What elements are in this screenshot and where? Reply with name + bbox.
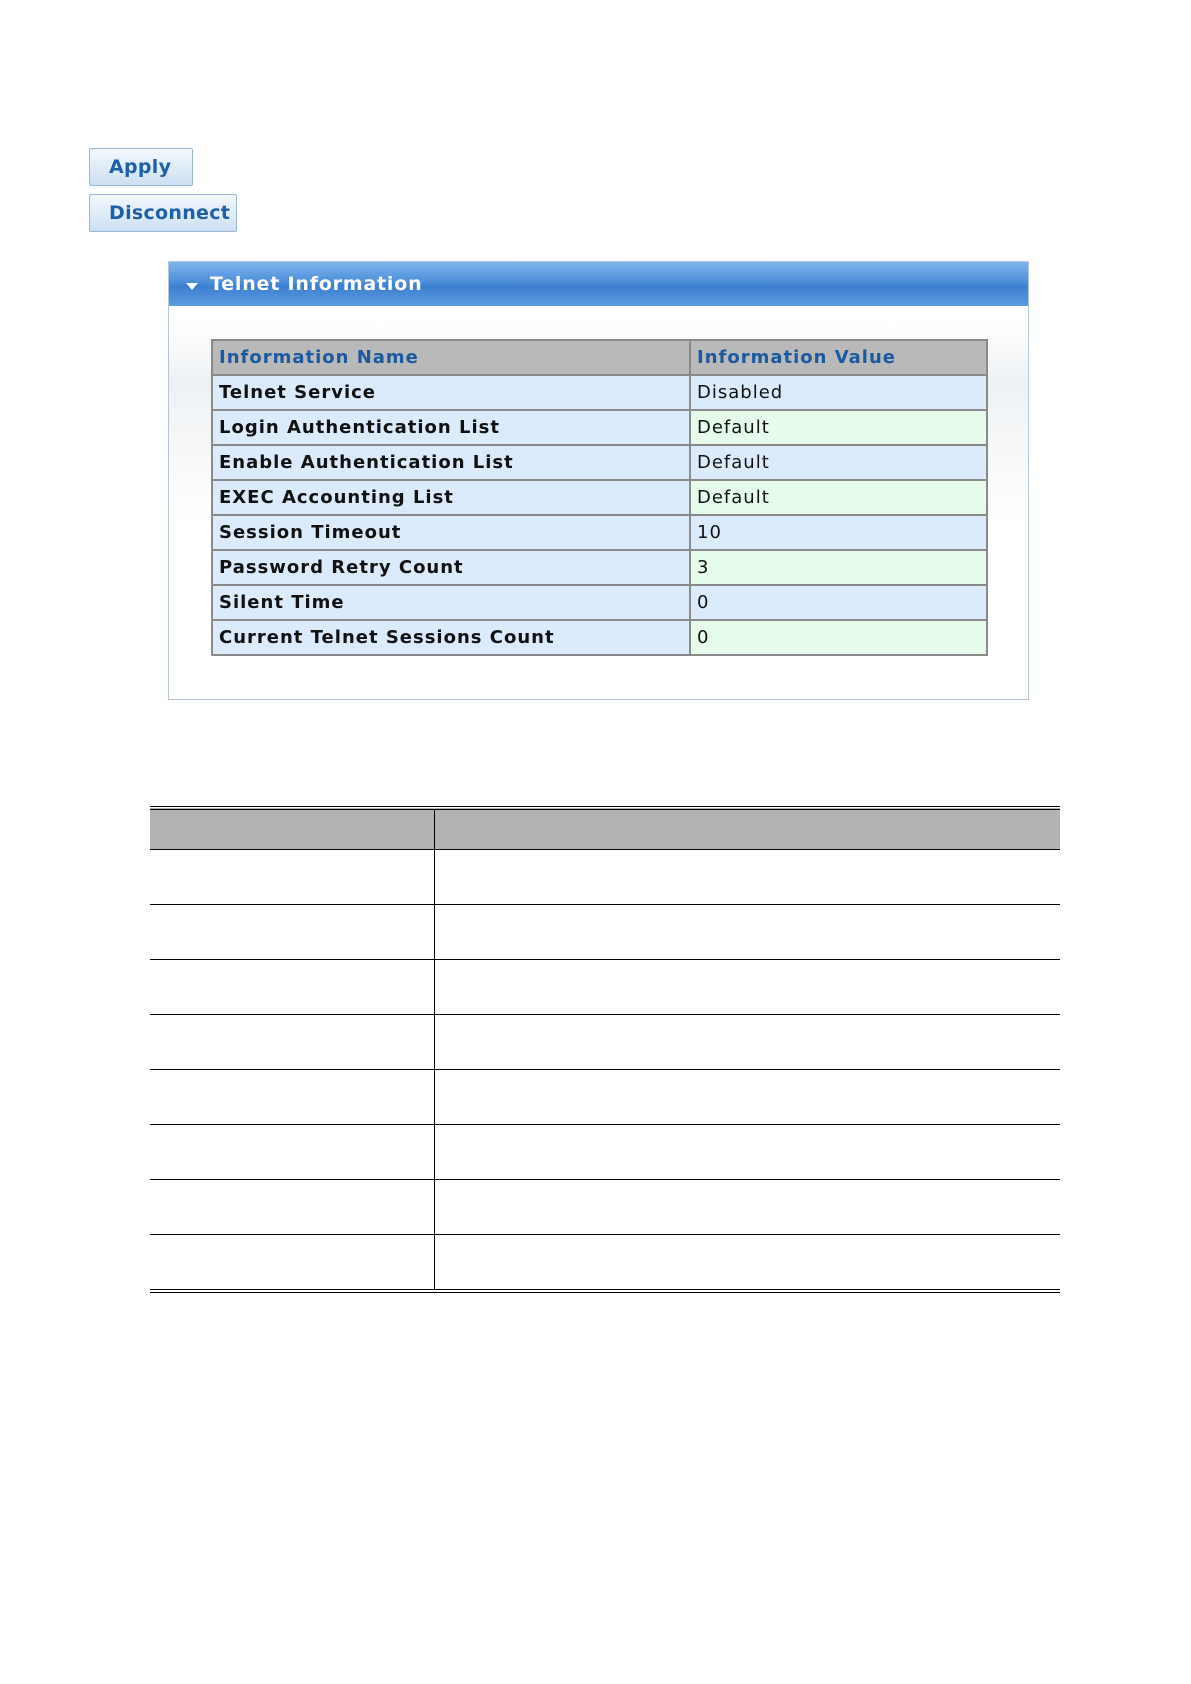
description-cell xyxy=(435,960,1061,1015)
row-value: Default xyxy=(690,410,987,445)
description-cell xyxy=(435,1180,1061,1235)
table-row xyxy=(150,1015,1060,1070)
table-row xyxy=(212,375,987,410)
description-cell xyxy=(150,905,435,960)
row-value: 0 xyxy=(690,585,987,620)
row-name: EXEC Accounting List xyxy=(212,480,690,515)
disconnect-button[interactable]: Disconnect xyxy=(89,194,237,232)
telnet-information-panel xyxy=(168,261,1029,700)
table-row xyxy=(212,410,987,445)
table-row xyxy=(212,445,987,480)
panel-title: Telnet Information xyxy=(210,273,423,295)
row-name: Current Telnet Sessions Count xyxy=(212,620,690,655)
description-cell xyxy=(150,1015,435,1070)
row-name: Enable Authentication List xyxy=(212,445,690,480)
description-cell xyxy=(435,1235,1061,1292)
row-value: 10 xyxy=(690,515,987,550)
description-cell xyxy=(435,850,1061,905)
row-value: 3 xyxy=(690,550,987,585)
description-cell xyxy=(435,905,1061,960)
description-cell xyxy=(435,1070,1061,1125)
row-value: 0 xyxy=(690,620,987,655)
table-row xyxy=(150,905,1060,960)
panel-header[interactable] xyxy=(169,262,1028,306)
row-value: Default xyxy=(690,445,987,480)
description-cell xyxy=(150,1125,435,1180)
description-header-cell xyxy=(150,808,435,850)
description-cell xyxy=(435,1125,1061,1180)
column-header-information-value: Information Value xyxy=(690,340,987,375)
description-header-cell xyxy=(435,808,1061,850)
description-cell xyxy=(150,850,435,905)
row-name: Silent Time xyxy=(212,585,690,620)
table-row xyxy=(150,1180,1060,1235)
row-name: Telnet Service xyxy=(212,375,690,410)
table-row xyxy=(150,960,1060,1015)
table-row xyxy=(212,515,987,550)
description-header-row xyxy=(150,808,1060,850)
description-cell xyxy=(150,1070,435,1125)
description-cell xyxy=(435,1015,1061,1070)
telnet-information-table xyxy=(211,339,988,656)
apply-button[interactable]: Apply xyxy=(89,148,193,186)
description-cell xyxy=(150,1235,435,1292)
triangle-down-icon[interactable] xyxy=(186,283,198,290)
table-row xyxy=(150,1125,1060,1180)
table-row xyxy=(150,850,1060,905)
table-row xyxy=(150,1235,1060,1292)
column-header-information-name: Information Name xyxy=(212,340,690,375)
description-cell xyxy=(150,1180,435,1235)
table-header-row xyxy=(212,340,987,375)
table-row xyxy=(212,480,987,515)
row-name: Login Authentication List xyxy=(212,410,690,445)
row-value: Disabled xyxy=(690,375,987,410)
table-row xyxy=(212,550,987,585)
row-name: Password Retry Count xyxy=(212,550,690,585)
row-name: Session Timeout xyxy=(212,515,690,550)
table-row xyxy=(212,620,987,655)
description-cell xyxy=(150,960,435,1015)
table-row xyxy=(212,585,987,620)
table-row xyxy=(150,1070,1060,1125)
description-table xyxy=(150,806,1060,1293)
row-value: Default xyxy=(690,480,987,515)
